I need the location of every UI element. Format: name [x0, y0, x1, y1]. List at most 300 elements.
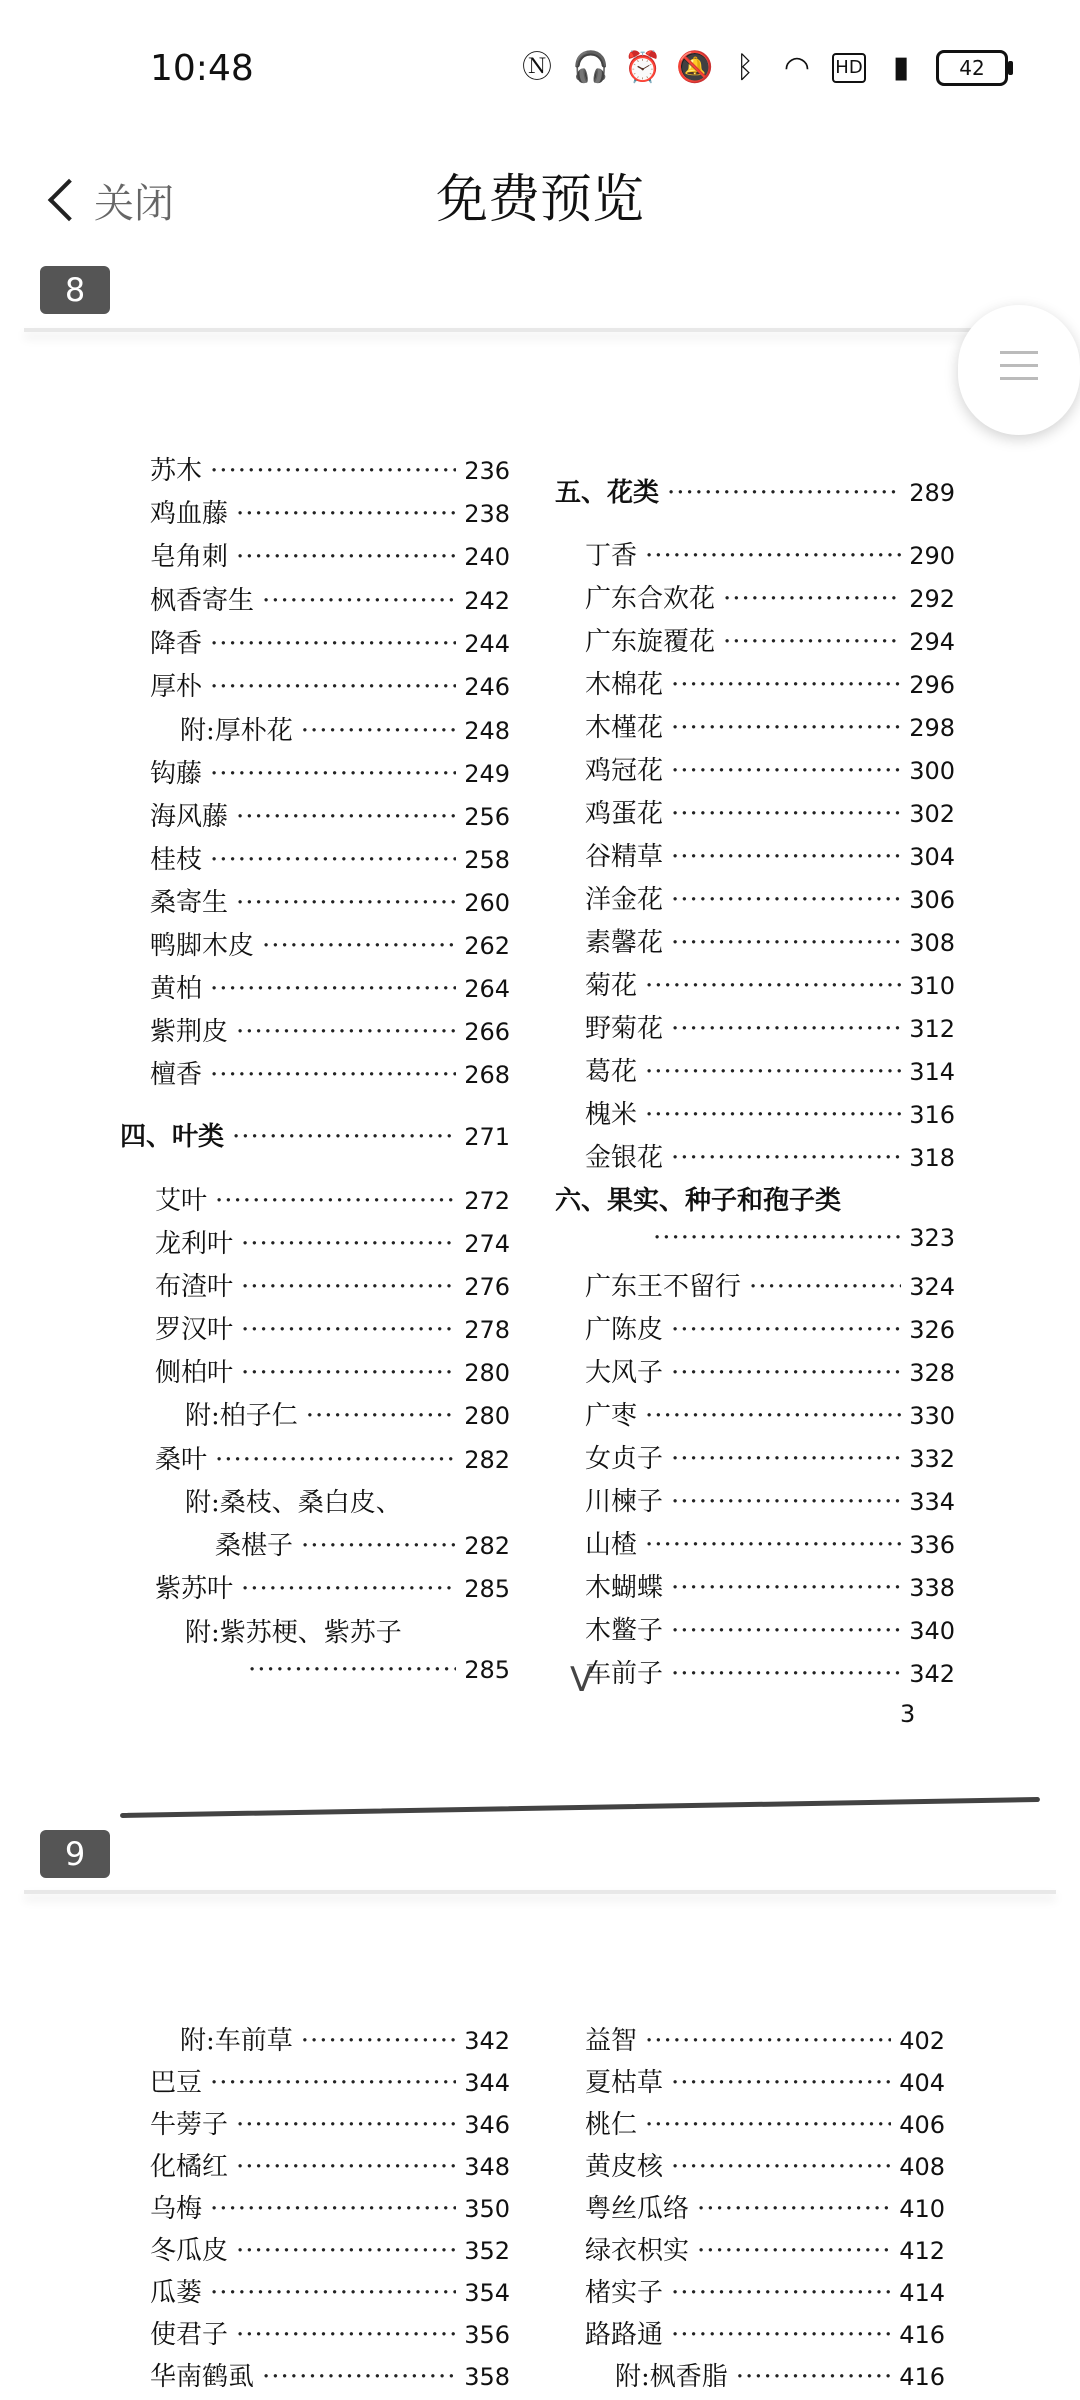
toc-leader-dots — [671, 2320, 891, 2350]
toc-entry-page: 304 — [909, 843, 955, 871]
toc-entry — [585, 1094, 955, 1134]
toc-entry-page: 330 — [909, 1402, 955, 1430]
toc-entry-title: 乌梅 — [150, 2194, 203, 2224]
toc-entry-page: 258 — [464, 846, 510, 874]
toc-leader-dots — [262, 931, 456, 961]
toc-entry-page: 352 — [464, 2237, 510, 2265]
toc-entry — [150, 536, 510, 576]
toc-entry-title: 野菊花 — [585, 1014, 664, 1044]
toc-entry — [155, 1309, 510, 1349]
toc-entry-page: 328 — [909, 1359, 955, 1387]
toc-entry — [585, 1438, 955, 1478]
toc-entry — [150, 2146, 510, 2186]
page-badge-9: 9 — [40, 1830, 110, 1878]
close-label: 关闭 — [94, 180, 174, 227]
nfc-icon: Ⓝ — [522, 50, 552, 85]
toc-leader-dots — [645, 2110, 891, 2140]
toc-entry-title: 木棉花 — [585, 670, 664, 700]
toc-entry-page: 346 — [464, 2111, 510, 2139]
toc-leader-dots — [645, 1100, 901, 1130]
toc-leader-dots — [671, 1573, 901, 1603]
toc-leader-dots — [671, 1014, 901, 1044]
toc-entry-title: 槐米 — [585, 1100, 638, 1130]
toc-entry-page: 336 — [909, 1531, 955, 1559]
toc-entry — [585, 2104, 945, 2144]
toc-leader-dots — [645, 1057, 901, 1087]
toc-entry-page: 354 — [464, 2279, 510, 2307]
toc-entry-title: 金银花 — [585, 1143, 664, 1173]
toc-leader-dots — [210, 845, 456, 875]
page-badge-8: 8 — [40, 266, 110, 314]
toc-entry-page: 310 — [909, 972, 955, 1000]
toc-entry-page: 240 — [464, 543, 510, 571]
toc-leader-dots — [697, 2194, 891, 2224]
toc-entry — [585, 664, 955, 704]
toc-leader-dots — [645, 971, 901, 1001]
toc-entry-title: 附:厚朴花 — [180, 716, 293, 746]
toc-entry-page: 312 — [909, 1015, 955, 1043]
toc-entry-title: 黄皮核 — [585, 2152, 664, 2182]
toc-entry — [585, 2188, 945, 2228]
toc-leader-dots — [210, 629, 456, 659]
toc-entry — [155, 1266, 510, 1306]
toc-entry — [585, 2062, 945, 2102]
toc-entry — [585, 535, 955, 575]
toc-entry — [240, 1655, 510, 1695]
toc-entry — [585, 1524, 955, 1564]
toc-entry-page: 266 — [464, 1018, 510, 1046]
toc-entry-title: 路路通 — [585, 2320, 664, 2350]
toc-leader-dots — [210, 2278, 456, 2308]
toc-leader-dots — [645, 1401, 901, 1431]
status-time: 10:48 — [150, 48, 254, 89]
toc-entry-title: 附:紫苏梗、紫苏子 — [185, 1618, 402, 1648]
toc-entry — [585, 578, 955, 618]
toc-entry-title: 木蝴蝶 — [585, 1573, 664, 1603]
toc-entry — [150, 753, 510, 793]
toc-entry-page: 244 — [464, 630, 510, 658]
toc-entry-page: 323 — [909, 1224, 955, 1252]
toc-entry — [585, 1008, 955, 1048]
toc-entry — [150, 2104, 510, 2144]
toc-leader-dots — [236, 1017, 456, 1047]
alarm-icon: ⏰ — [624, 50, 662, 85]
toc-entry-title: 布渣叶 — [155, 1272, 234, 1302]
toc-entry-title: 大风子 — [585, 1358, 664, 1388]
handwritten-mark: V — [570, 1660, 594, 1700]
toc-entry-title: 谷精草 — [585, 842, 664, 872]
toc-leader-dots — [671, 1143, 901, 1173]
toc-entry-title: 降香 — [150, 629, 203, 659]
toc-entry-page: 308 — [909, 929, 955, 957]
toc-entry — [150, 2356, 510, 2396]
toc-leader-dots — [236, 2236, 456, 2266]
toc-entry-title: 瓜蒌 — [150, 2278, 203, 2308]
toc-entry-title: 鸡冠花 — [585, 756, 664, 786]
toc-entry — [585, 1352, 955, 1392]
toc-entry-page: 248 — [464, 717, 510, 745]
toc-entry-title: 桃仁 — [585, 2110, 638, 2140]
toc-entry-page: 344 — [464, 2069, 510, 2097]
toc-entry-title: 女贞子 — [585, 1444, 664, 1474]
toc-entry-page: 238 — [464, 500, 510, 528]
toc-entry — [185, 1612, 510, 1652]
toc-leader-dots — [241, 1574, 456, 1604]
toc-leader-dots — [749, 1272, 901, 1302]
toc-leader-dots — [736, 2362, 891, 2392]
wifi-icon: ◠ — [783, 50, 811, 85]
toc-leader-dots — [262, 586, 456, 616]
toc-entry-title: 楮实子 — [585, 2278, 664, 2308]
toc-entry-title: 广陈皮 — [585, 1315, 664, 1345]
menu-icon — [1000, 351, 1038, 390]
status-bar — [0, 0, 1080, 140]
toc-entry-page: 294 — [909, 628, 955, 656]
toc-entry-page: 268 — [464, 1061, 510, 1089]
toc-entry — [555, 472, 955, 512]
toc-entry-page: 256 — [464, 803, 510, 831]
toc-entry-page: 242 — [464, 587, 510, 615]
toc-leader-dots — [671, 928, 901, 958]
toc-entry — [155, 1439, 510, 1479]
toc-entry-page: 296 — [909, 671, 955, 699]
toc-leader-dots — [210, 2068, 456, 2098]
toc-leader-dots — [697, 2236, 891, 2266]
toc-entry-page: 414 — [899, 2279, 945, 2307]
battery-icon: 42 — [936, 50, 1008, 86]
toc-leader-dots — [210, 974, 456, 1004]
toc-entry-title: 车前子 — [585, 1659, 664, 1689]
toc-leader-dots — [241, 1358, 456, 1388]
toc-entry-title: 桂枝 — [150, 845, 203, 875]
page-number: 3 — [900, 1700, 916, 1728]
toc-entry — [615, 2356, 945, 2396]
toc-entry-page: 282 — [464, 1446, 510, 1474]
toc-entry — [150, 2314, 510, 2354]
toc-leader-dots — [671, 799, 901, 829]
toc-leader-dots — [645, 1530, 901, 1560]
toc-entry-page: 264 — [464, 975, 510, 1003]
toc-entry — [150, 623, 510, 663]
toc-leader-dots — [671, 713, 901, 743]
toc-leader-dots — [236, 499, 456, 529]
toc-entry — [585, 750, 955, 790]
toc-entry-title: 川楝子 — [585, 1487, 664, 1517]
toc-leader-dots — [301, 2026, 456, 2056]
toc-entry — [215, 1525, 510, 1565]
toc-leader-dots — [215, 1186, 456, 1216]
toc-leader-dots — [653, 1223, 901, 1253]
toc-entry — [150, 1054, 510, 1094]
toc-entry-title: 附:枫香脂 — [615, 2362, 728, 2392]
toc-entry-page: 262 — [464, 932, 510, 960]
toc-entry-page: 236 — [464, 457, 510, 485]
toc-entry-page: 318 — [909, 1144, 955, 1172]
toc-leader-dots — [301, 1531, 456, 1561]
toc-entry — [155, 1352, 510, 1392]
toc-leader-dots — [241, 1229, 456, 1259]
toc-entry — [585, 793, 955, 833]
toc-entry-title: 附:柏子仁 — [185, 1401, 298, 1431]
toc-entry-page: 342 — [464, 2027, 510, 2055]
toc-entry — [150, 2188, 510, 2228]
toc-entry — [150, 925, 510, 965]
toc-leader-dots — [236, 2320, 456, 2350]
toc-entry-page: 246 — [464, 673, 510, 701]
scroll-handle[interactable] — [958, 305, 1080, 435]
toc-leader-dots — [723, 584, 901, 614]
toc-leader-dots — [236, 2110, 456, 2140]
toc-entry-page: 306 — [909, 886, 955, 914]
toc-leader-dots — [671, 670, 901, 700]
toc-entry — [150, 493, 510, 533]
toc-entry — [585, 1309, 955, 1349]
toc-entry-title: 钩藤 — [150, 759, 203, 789]
toc-entry — [645, 1223, 955, 1263]
toc-entry-title: 罗汉叶 — [155, 1315, 234, 1345]
toc-entry-page: 292 — [909, 585, 955, 613]
toc-entry-page: 278 — [464, 1316, 510, 1344]
toc-leader-dots — [671, 2068, 891, 2098]
toc-entry-page: 316 — [909, 1101, 955, 1129]
toc-leader-dots — [671, 1315, 901, 1345]
toc-entry-title: 厚朴 — [150, 672, 203, 702]
toc-leader-dots — [301, 716, 456, 746]
toc-entry — [150, 839, 510, 879]
toc-entry — [150, 2062, 510, 2102]
toc-leader-dots — [671, 2152, 891, 2182]
toc-entry — [585, 836, 955, 876]
toc-entry — [585, 1481, 955, 1521]
toc-entry — [585, 1266, 955, 1306]
scan-edge-line — [120, 1797, 1040, 1818]
toc-entry-title: 木槿花 — [585, 713, 664, 743]
toc-entry-title: 木鳖子 — [585, 1616, 664, 1646]
toc-entry-page: 350 — [464, 2195, 510, 2223]
toc-entry-title: 益智 — [585, 2026, 638, 2056]
toc-entry — [120, 1116, 510, 1156]
toc-entry-title: 紫苏叶 — [155, 1574, 234, 1604]
toc-entry-title: 广东旋覆花 — [585, 627, 716, 657]
toc-entry-title: 紫荆皮 — [150, 1017, 229, 1047]
toc-leader-dots — [306, 1401, 456, 1431]
toc-entry-title: 鸭脚木皮 — [150, 931, 255, 961]
toc-entry — [150, 666, 510, 706]
toc-entry-title: 山楂 — [585, 1530, 638, 1560]
toc-leader-dots — [671, 1616, 901, 1646]
toc-entry-page: 402 — [899, 2027, 945, 2055]
toc-entry-page: 280 — [464, 1359, 510, 1387]
toc-entry-title: 桑椹子 — [215, 1531, 294, 1561]
toc-entry-title: 广东王不留行 — [585, 1272, 742, 1302]
toc-entry-title: 附:桑枝、桑白皮、 — [185, 1488, 402, 1518]
toc-entry-title: 使君子 — [150, 2320, 229, 2350]
toc-entry-page: 276 — [464, 1273, 510, 1301]
toc-entry-title: 葛花 — [585, 1057, 638, 1087]
toc-entry-page: 260 — [464, 889, 510, 917]
toc-entry — [585, 1610, 955, 1650]
toc-leader-dots — [210, 456, 456, 486]
headphones-icon: 🎧 — [572, 50, 610, 85]
toc-entry — [150, 580, 510, 620]
toc-entry-page: 302 — [909, 800, 955, 828]
toc-entry-title: 枫香寄生 — [150, 586, 255, 616]
hd-icon: HD — [832, 53, 866, 83]
page-divider — [24, 328, 1056, 332]
toc-entry-page: 289 — [909, 479, 955, 507]
toc-entry-title: 丁香 — [585, 541, 638, 571]
toc-leader-dots — [671, 1444, 901, 1474]
toc-entry-page: 410 — [899, 2195, 945, 2223]
toc-entry-page: 342 — [909, 1660, 955, 1688]
toc-entry — [155, 1568, 510, 1608]
toc-entry — [585, 922, 955, 962]
toc-entry-title: 四、叶类 — [120, 1122, 225, 1152]
toc-entry-title: 苏木 — [150, 456, 203, 486]
toc-entry — [150, 1011, 510, 1051]
toc-leader-dots — [241, 1272, 456, 1302]
toc-entry-page: 408 — [899, 2153, 945, 2181]
toc-entry — [585, 2020, 945, 2060]
toc-entry-page: 272 — [464, 1187, 510, 1215]
toc-entry-page: 324 — [909, 1273, 955, 1301]
toc-leader-dots — [210, 2194, 456, 2224]
toc-leader-dots — [236, 802, 456, 832]
toc-leader-dots — [210, 672, 456, 702]
toc-entry — [585, 2230, 945, 2270]
toc-entry-title: 菊花 — [585, 971, 638, 1001]
toc-entry-page: 280 — [464, 1402, 510, 1430]
toc-leader-dots — [248, 1655, 456, 1685]
toc-leader-dots — [671, 1358, 901, 1388]
toc-entry-page: 338 — [909, 1574, 955, 1602]
toc-entry-title: 桑寄生 — [150, 888, 229, 918]
toc-entry — [585, 965, 955, 1005]
toc-entry-title: 五、花类 — [555, 478, 660, 508]
toc-entry-page: 358 — [464, 2363, 510, 2391]
toc-entry — [585, 1051, 955, 1091]
toc-entry-title: 六、果实、种子和孢子类 — [555, 1186, 842, 1216]
toc-leader-dots — [723, 627, 901, 657]
toc-entry — [585, 879, 955, 919]
toc-entry — [585, 1137, 955, 1177]
toc-entry-title: 巴豆 — [150, 2068, 203, 2098]
toc-leader-dots — [671, 1487, 901, 1517]
top-nav — [0, 140, 1080, 260]
toc-entry — [150, 882, 510, 922]
toc-leader-dots — [236, 888, 456, 918]
toc-entry — [155, 1180, 510, 1220]
toc-entry-page: 326 — [909, 1316, 955, 1344]
toc-leader-dots — [210, 759, 456, 789]
toc-leader-dots — [232, 1122, 456, 1152]
page-divider — [24, 1890, 1056, 1894]
toc-entry — [150, 2272, 510, 2312]
toc-entry-title: 夏枯草 — [585, 2068, 664, 2098]
toc-entry-title: 广枣 — [585, 1401, 638, 1431]
toc-leader-dots — [645, 541, 901, 571]
toc-entry-title: 洋金花 — [585, 885, 664, 915]
toc-entry-page: 274 — [464, 1230, 510, 1258]
toc-leader-dots — [645, 2026, 891, 2056]
toc-entry-page: 412 — [899, 2237, 945, 2265]
toc-entry — [185, 1395, 510, 1435]
toc-entry-title: 鸡血藤 — [150, 499, 229, 529]
toc-entry-page: 282 — [464, 1532, 510, 1560]
toc-entry-title: 广东合欢花 — [585, 584, 716, 614]
toc-entry-page: 285 — [464, 1575, 510, 1603]
toc-entry-title: 艾叶 — [155, 1186, 208, 1216]
toc-entry — [150, 450, 510, 490]
toc-entry — [585, 2146, 945, 2186]
mute-icon: 🔕 — [676, 50, 714, 85]
toc-entry-title: 海风藤 — [150, 802, 229, 832]
toc-leader-dots — [236, 2152, 456, 2182]
toc-entry — [150, 968, 510, 1008]
toc-entry-title: 粤丝瓜络 — [585, 2194, 690, 2224]
toc-entry-title: 牛蒡子 — [150, 2110, 229, 2140]
toc-entry-page: 298 — [909, 714, 955, 742]
toc-entry-page: 406 — [899, 2111, 945, 2139]
toc-leader-dots — [236, 542, 456, 572]
toc-entry-page: 300 — [909, 757, 955, 785]
toc-entry-title: 华南鹤虱 — [150, 2362, 255, 2392]
toc-leader-dots — [671, 2278, 891, 2308]
toc-entry-page: 340 — [909, 1617, 955, 1645]
toc-entry-title: 龙利叶 — [155, 1229, 234, 1259]
toc-entry-page: 348 — [464, 2153, 510, 2181]
toc-entry — [150, 2230, 510, 2270]
toc-entry — [585, 1653, 955, 1693]
toc-entry-page: 332 — [909, 1445, 955, 1473]
toc-leader-dots — [671, 756, 901, 786]
toc-entry — [180, 710, 510, 750]
toc-entry-page: 290 — [909, 542, 955, 570]
toc-entry-title: 桑叶 — [155, 1445, 208, 1475]
toc-entry-page: 416 — [899, 2363, 945, 2391]
toc-entry — [555, 1180, 955, 1220]
toc-entry-title: 绿衣枳实 — [585, 2236, 690, 2266]
toc-leader-dots — [210, 1060, 456, 1090]
toc-entry — [585, 1395, 955, 1435]
toc-entry — [150, 796, 510, 836]
toc-leader-dots — [671, 842, 901, 872]
toc-entry-title: 侧柏叶 — [155, 1358, 234, 1388]
page-title: 免费预览 — [435, 170, 644, 230]
toc-leader-dots — [671, 1659, 901, 1689]
toc-entry-page: 404 — [899, 2069, 945, 2097]
toc-entry — [155, 1223, 510, 1263]
toc-entry-title: 冬瓜皮 — [150, 2236, 229, 2266]
toc-entry-title: 附:车前草 — [180, 2026, 293, 2056]
toc-entry — [585, 2314, 945, 2354]
toc-entry-page: 416 — [899, 2321, 945, 2349]
signal-5g-icon: ▮ — [892, 50, 910, 85]
toc-leader-dots — [241, 1315, 456, 1345]
toc-entry-title: 檀香 — [150, 1060, 203, 1090]
toc-leader-dots — [671, 885, 901, 915]
toc-entry-page: 314 — [909, 1058, 955, 1086]
toc-entry — [180, 2020, 510, 2060]
toc-entry — [585, 2272, 945, 2312]
toc-entry-page: 356 — [464, 2321, 510, 2349]
status-icons — [520, 50, 1008, 86]
toc-leader-dots — [262, 2362, 456, 2392]
toc-entry-page: 249 — [464, 760, 510, 788]
toc-entry — [185, 1482, 510, 1522]
toc-entry — [585, 707, 955, 747]
toc-entry-title: 鸡蛋花 — [585, 799, 664, 829]
